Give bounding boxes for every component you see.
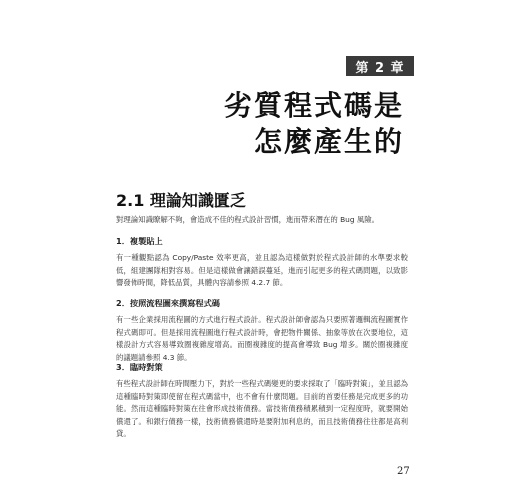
chapter-title-line-2: 怎麼產生的 — [253, 125, 404, 158]
chapter-title-line-1: 劣質程式碼是 — [223, 89, 404, 122]
section-heading: 2.1 理論知識匱乏 — [116, 191, 246, 210]
item-heading-flowchart: 2．按照流程圖來撰寫程式碼 — [116, 298, 220, 308]
section-intro: 對理論知識瞭解不夠，會造成不佳的程式設計習慣，進而帶來潛在的 Bug 風險。 — [116, 215, 380, 224]
chapter-label: 第 2 章 — [346, 56, 414, 76]
item-heading-temporary-fix: 3．臨時對策 — [116, 362, 163, 372]
item-heading-copy-paste: 1．複製貼上 — [116, 236, 163, 246]
item-body-temporary-fix: 有些程式設計師在時間壓力下，對於一些程式碼變更的要求採取了「臨時對策」，並且認為這種臨時對策即使留在程式碼當中，也不會有什麼問題。目前的首要任務是完成更多的功能。然而這種臨時對策在往會形成技術債務。當技術債務積累積到一定程度時，就要開始償還了。和銀行債務一樣，技術債務償還時是要附加利息的，而且技術債務往往都是高利貸。 — [116, 379, 408, 438]
item-body-flowchart: 有一些企業採用流程圖的方式進行程式設計。程式設計師會認為只要照著邏輯流程圖實作程式碼即可。但是採用流程圖進行程式設計時，會把物件關係、抽象等放在次要地位，這樣設計方式容易導致圈複雜度增高。而圈複雜度的提高會導致 Bug 增多。關於圈複雜度的議題請參照 4.3 節。 — [116, 315, 408, 362]
page-number: 27 — [397, 466, 410, 477]
item-body-copy-paste: 有一種觀點認為 Copy/Paste 效率更高，並且認為這樣做對於程式設計師的水準要求較低，組建團隊相對容易。但是這樣做會讓錯誤蔓延，進而引起更多的程式碼問題，以致影響發佈時間，降低品質，具體內容請參照 4.2.7 節。 — [116, 253, 408, 287]
